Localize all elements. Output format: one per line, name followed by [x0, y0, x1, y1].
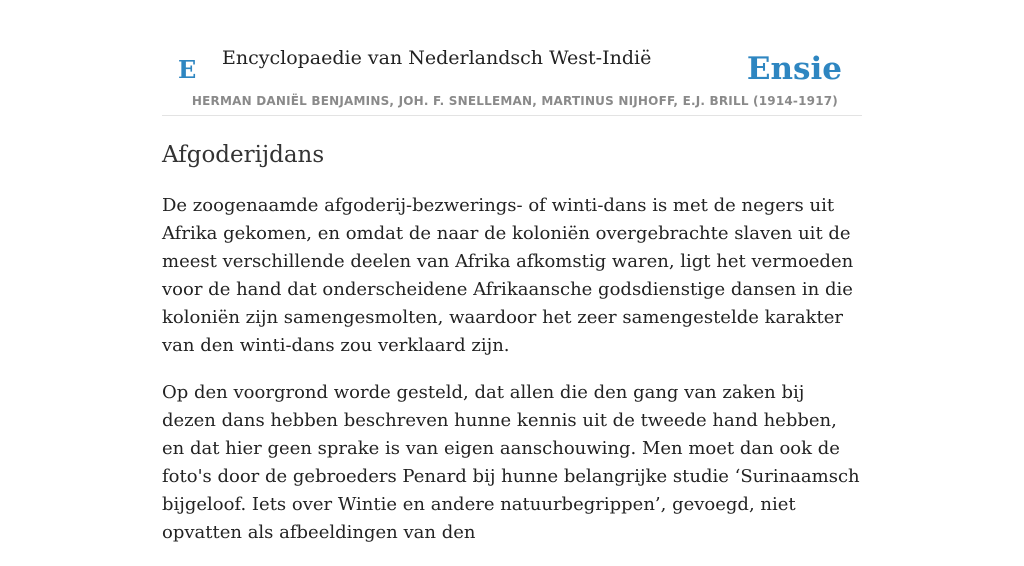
header — [162, 0, 862, 116]
book-title-link[interactable]: Encyclopaedie van Nederlandsch West-Indië — [222, 47, 652, 69]
brand-logo[interactable]: Ensie — [746, 51, 842, 87]
page — [162, 0, 862, 543]
article-title: Afgoderijdans — [162, 142, 325, 168]
article-paragraph: Op den voorgrond worde gesteld, dat allen die den gang van zaken bij dezen dans hebben beschreven hunne kennis uit de tweede hand hebben, en dat hier geen sprake is van eigen aanschouwing. Men moet dan ook de foto's door de gebroeders Penard bij hunne belangrijke studie ‘Surinaamsch bijgeloof. Iets over Wintie en andere natuurbegrippen’, gevoegd, niet opvatten als afbeeldingen van den — [162, 382, 860, 543]
book-initial-icon[interactable]: E — [178, 55, 197, 84]
article-paragraph: De zoogenaamde afgoderij-bezwerings- of winti-dans is met de negers uit Afrika gekomen, en omdat de naar de koloniën overgebrachte slaven uit de meest verschillende deelen van Afrika afkomstig waren, ligt het vermoeden voor de hand dat onderscheidene Afrikaansche godsdienstige dansen in die koloniën zijn samengesmolten, waardoor het zeer samengestelde karakter van den winti-dans zou verklaard zijn. — [162, 195, 854, 356]
article-body — [162, 192, 862, 566]
book-authors: HERMAN DANIËL BENJAMINS, JOH. F. SNELLEMAN, MARTINUS NIJHOFF, E.J. BRILL (1914-1917) — [191, 94, 838, 108]
